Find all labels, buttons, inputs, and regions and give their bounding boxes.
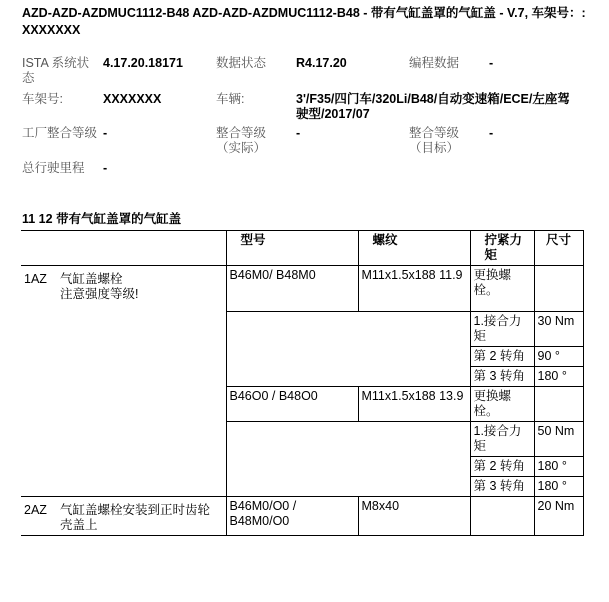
desc-1az-line2: 注意强度等级!	[60, 287, 139, 301]
size-cell: 20 Nm	[534, 497, 583, 536]
desc-2az: 气缸盖螺栓安装到正时齿轮壳盖上	[60, 503, 211, 532]
vin-label: 车架号:	[22, 92, 63, 106]
torque-cell: 第 2 转角	[470, 347, 534, 367]
size-cell: 50 Nm	[534, 422, 583, 457]
ista-label: ISTA 系统状态	[22, 56, 90, 85]
factory-level-label: 工厂整合等级	[22, 126, 98, 140]
ista-value: 4.17.20.18171	[103, 56, 183, 70]
pos-2az: 2AZ	[24, 503, 47, 517]
thread-cell: M11x1.5x188 13.9	[358, 387, 470, 422]
header-pos	[21, 231, 226, 266]
size-cell	[534, 387, 583, 422]
torque-cell: 1.接合力矩	[470, 422, 534, 457]
thread-cell: M8x40	[358, 497, 470, 536]
data-status-label: 数据状态	[216, 56, 267, 70]
torque-cell: 1.接合力矩	[470, 312, 534, 347]
header-thread: 螺纹	[358, 231, 470, 266]
model-cell: B46O0 / B48O0	[226, 387, 358, 422]
torque-cell: 第 3 转角	[470, 477, 534, 497]
size-cell: 90 °	[534, 347, 583, 367]
desc-1az	[60, 272, 138, 302]
header-size: 尺寸	[534, 231, 583, 266]
level-actual-label: 整合等级（实际）	[216, 126, 267, 155]
factory-level-value: -	[103, 126, 108, 140]
empty-cell	[226, 312, 470, 387]
model-cell: B46M0/O0 / B48M0/O0	[226, 497, 358, 536]
size-cell: 180 °	[534, 477, 583, 497]
prog-data-value: -	[489, 56, 494, 70]
level-actual-value: -	[296, 126, 301, 140]
empty-cell	[226, 422, 470, 497]
header-model: 型号	[226, 231, 358, 266]
level-target-value: -	[489, 126, 494, 140]
level-target-label: 整合等级（目标）	[409, 126, 460, 155]
vehicle-value: 3'/F35/四门车/320Li/B48/自动变速箱/ECE/左座驾驶型/2017/07	[296, 92, 570, 121]
size-cell	[534, 266, 583, 312]
table-row	[21, 266, 583, 312]
torque-cell: 更换螺栓。	[470, 266, 534, 312]
table-header-row	[21, 231, 583, 266]
model-cell: B46M0/ B48M0	[226, 266, 358, 312]
table-row	[21, 497, 583, 536]
spec-table	[21, 230, 584, 536]
row-1az-label	[21, 266, 226, 497]
data-status-value: R4.17.20	[296, 56, 347, 70]
mileage-value: -	[103, 161, 108, 175]
torque-cell: 更换螺栓。	[470, 387, 534, 422]
header-torque: 拧紧力矩	[470, 231, 534, 266]
desc-1az-line1: 气缸盖螺栓	[60, 272, 123, 286]
mileage-label: 总行驶里程	[22, 161, 85, 175]
torque-cell: 第 2 转角	[470, 457, 534, 477]
torque-cell	[470, 497, 534, 536]
size-cell: 30 Nm	[534, 312, 583, 347]
vin-value: XXXXXXX	[103, 92, 162, 106]
prog-data-label: 编程数据	[409, 56, 460, 70]
row-2az-label	[21, 497, 226, 536]
size-cell: 180 °	[534, 367, 583, 387]
pos-1az: 1AZ	[24, 272, 47, 286]
vehicle-label: 车辆:	[216, 92, 245, 106]
size-cell: 180 °	[534, 457, 583, 477]
thread-cell: M11x1.5x188 11.9	[358, 266, 470, 312]
torque-cell: 第 3 转角	[470, 367, 534, 387]
section-title: 11 12 带有气缸盖罩的气缸盖	[22, 212, 182, 226]
page-title: AZD-AZD-AZDMUC1112-B48 AZD-AZD-AZDMUC1112-B48 - 带有气缸盖罩的气缸盖 - V.7, 车架号：: XXXXXXX	[22, 6, 586, 37]
